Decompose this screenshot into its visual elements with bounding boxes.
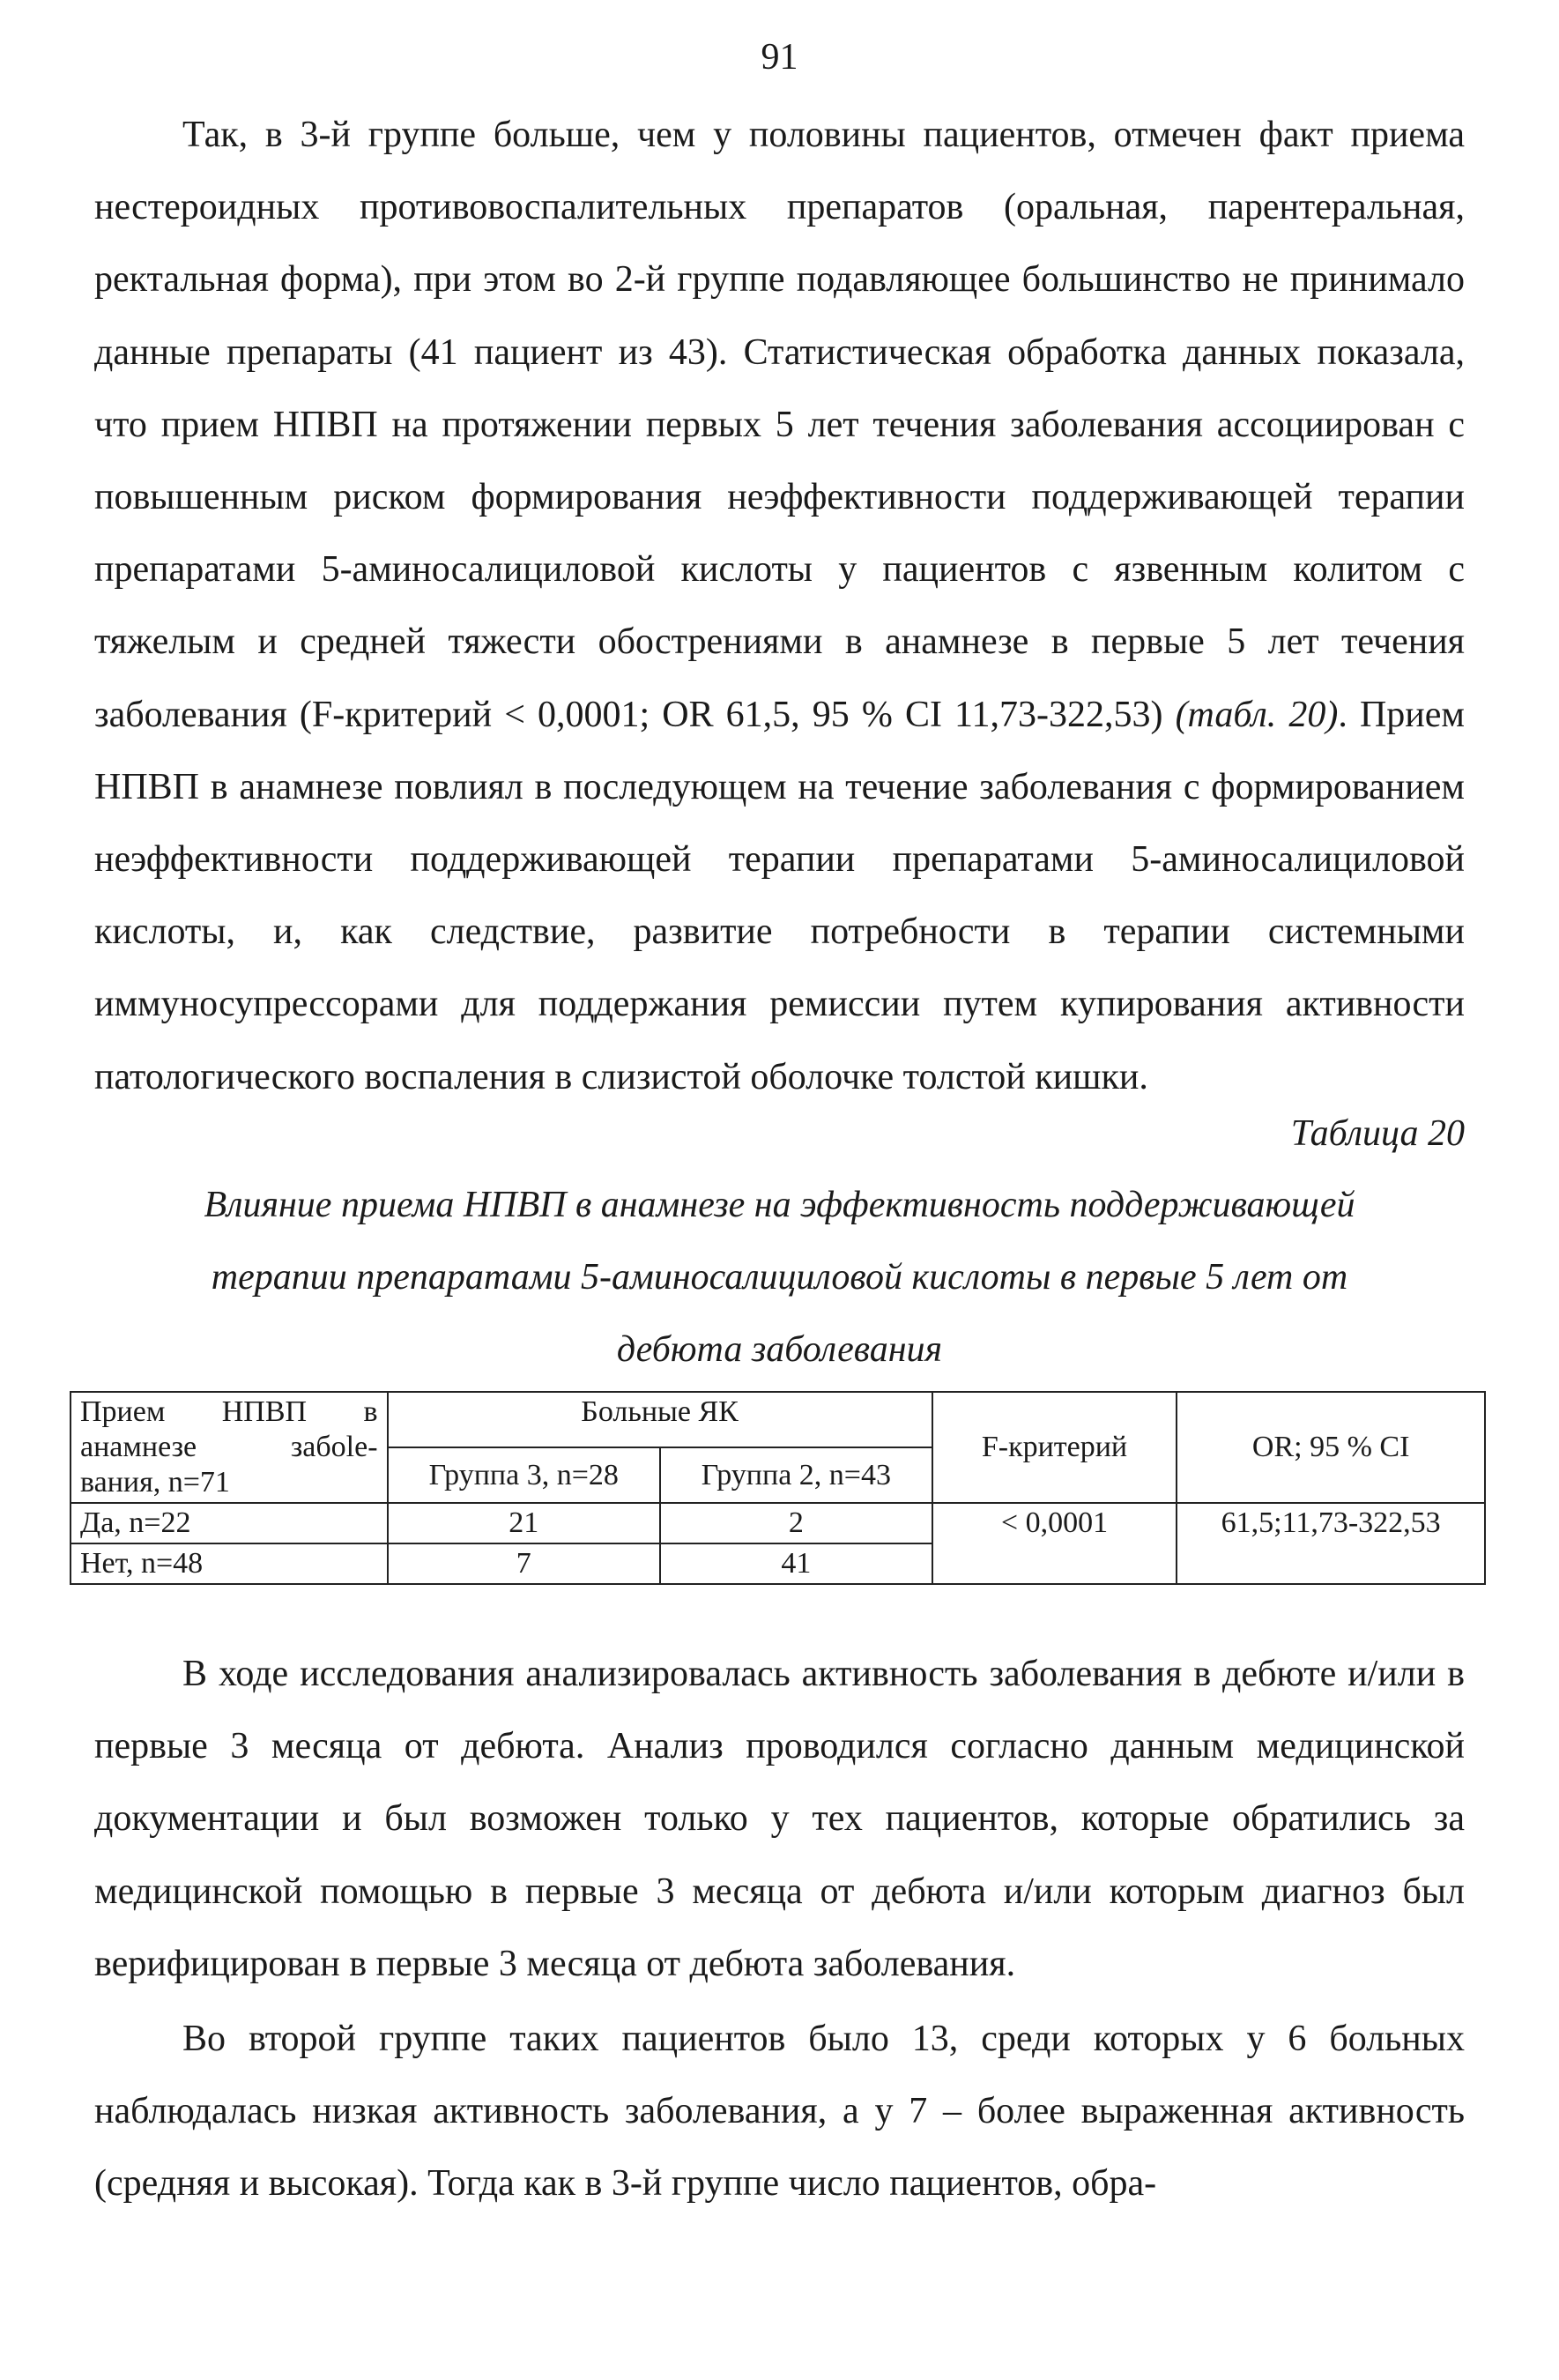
row-header-cell (71, 1392, 388, 1503)
table-header-row (71, 1392, 1485, 1447)
row-header-line: вания, n=71 (80, 1466, 230, 1499)
table-row (71, 1503, 1485, 1543)
group2-value: 41 (660, 1543, 932, 1584)
data-table (70, 1391, 1486, 1585)
paragraph-text-continued: . Прием НПВП в анамнезе повлиял в последующем на течение заболевания с формированием неэффективности поддерживающей терапии препаратами 5-аминосалициловой кислоты, и, как следствие, развитие потребности в терапии системными иммуносупрессорами для поддержания ремиссии путем купирования активности патологического воспаления в слизистой оболочке толстой кишки. (94, 694, 1465, 1097)
table-caption (94, 1169, 1465, 1386)
row-header-line: анамнезе забole- (80, 1431, 378, 1463)
paragraph-text: Так, в 3-й группе больше, чем у половины пациентов, отмечен факт приема нестероидных противовоспалительных препаратов (оральная, парентеральная, ректальная форма), при этом во 2-й группе подавляющее большинство не принимало данные препараты (41 пациент из 43). Статистическая обработка данных показала, что прием НПВП на протяжении первых 5 лет течения заболевания ассоциирован с повышенным риском формирования неэффективности поддерживающей терапии препаратами 5-аминосалициловой кислоты у пациентов с язвенным колитом с тяжелым и средней тяжести обострениями в анамнезе в первые 5 лет течения заболевания (F-критерий < 0,0001; OR 61,5, 95 % CI 11,73-322,53) (94, 115, 1465, 735)
group3-value: 7 (388, 1543, 661, 1584)
f-criterion-value: < 0,0001 (932, 1503, 1177, 1584)
row-label: Да, n=22 (71, 1503, 388, 1543)
paragraph-nsaid-results (94, 99, 1465, 1113)
table-label: Таблица 20 (1290, 1113, 1465, 1154)
or-ci-value: 61,5;11,73-322,53 (1177, 1503, 1485, 1584)
paragraph-group-activity: Во второй группе таких пациентов было 13, среди которых у 6 больных наблюдалась низкая активность заболевания, а у 7 – более выраженная активность (средняя и высокая). Тогда как в 3-й группе число пациентов, обра- (94, 2019, 1465, 2205)
group3-value: 21 (388, 1503, 661, 1543)
f-criterion-header: F-критерий (932, 1392, 1177, 1503)
paragraph-activity-analysis: В ходе исследования анализировалась активность заболевания в дебюте и/или в первые 3 месяца от дебюта. Анализ проводился согласно данным медицинской документации и был возможен только у тех пациентов, которые обратились за медицинской помощью в первые 3 месяца от дебюта и/или которым диагноз был верифицирован в первые 3 месяца от дебюта заболевания. (94, 1654, 1465, 1984)
row-label: Нет, n=48 (71, 1543, 388, 1584)
table-reference: (табл. 20) (1175, 694, 1339, 735)
caption-line: дебюта заболевания (616, 1329, 943, 1370)
group2-header: Группа 2, n=43 (660, 1447, 932, 1503)
or-ci-header: OR; 95 % CI (1177, 1392, 1485, 1503)
group-header-cell: Больные ЯК (388, 1392, 932, 1447)
caption-line: Влияние приема НПВП в анамнезе на эффективность поддерживающей (204, 1185, 1355, 1225)
group3-header: Группа 3, n=28 (388, 1447, 661, 1503)
page-number: 91 (761, 37, 798, 78)
group2-value: 2 (660, 1503, 932, 1543)
caption-line: терапии препаратами 5-аминосалициловой кислоты в первые 5 лет от (211, 1257, 1348, 1298)
row-header-line: Прием НПВП в (80, 1395, 378, 1428)
